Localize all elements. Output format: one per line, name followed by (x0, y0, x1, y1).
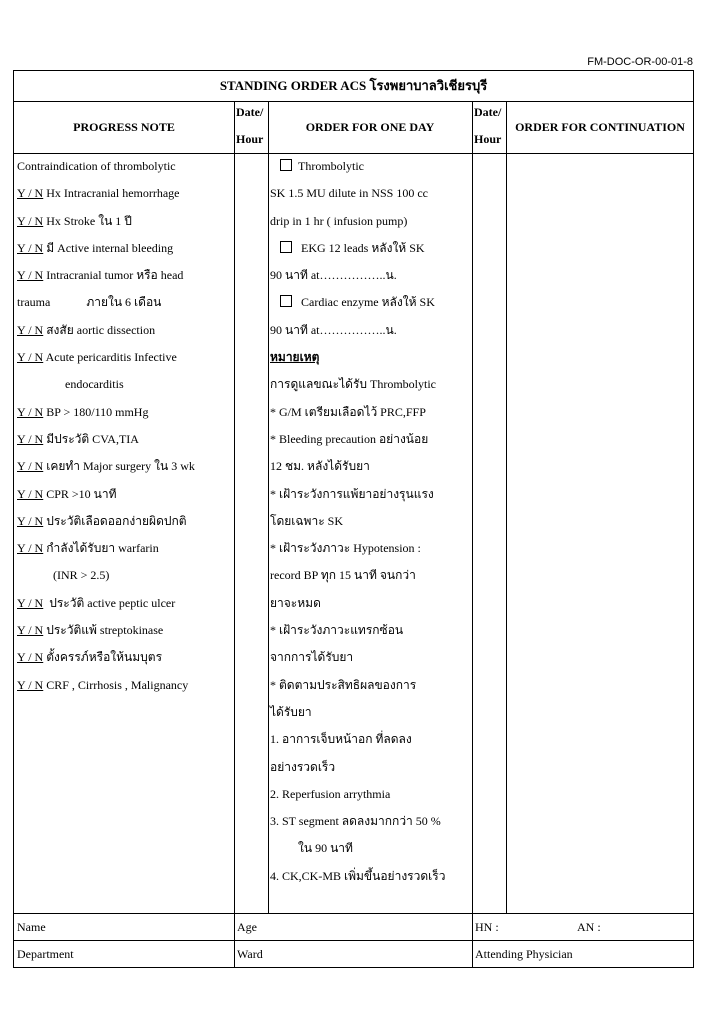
contraindication-item (17, 617, 233, 644)
contraindication-item (17, 208, 233, 235)
column-divider-1 (234, 101, 235, 967)
order-item (270, 317, 470, 344)
order-text: ได้รับยา (270, 704, 312, 719)
order-text: * ติดตามประสิทธิผลของการ (270, 677, 417, 692)
order-item (270, 535, 470, 562)
order-text: Cardiac enzyme หลังให้ SK (298, 295, 435, 310)
contraindication-text: ประวัติแพ้ streptokinase (43, 623, 164, 638)
contraindication-item (17, 508, 233, 535)
yes-no-option[interactable]: Y / N (17, 541, 44, 556)
document-code: FM-DOC-OR-00-01-8 (587, 56, 693, 68)
yes-no-option[interactable]: Y / N (17, 623, 44, 638)
name-label: Name (17, 920, 46, 934)
department-label: Department (17, 947, 74, 961)
order-item (270, 699, 470, 726)
yes-no-option[interactable]: Y / N (17, 350, 44, 365)
yes-no-option[interactable]: Y / N (17, 677, 44, 692)
order-text: ใน 90 นาที (298, 841, 353, 856)
order-checkbox[interactable] (280, 159, 292, 171)
remark-heading: หมายเหตุ (270, 350, 320, 365)
contraindication-text: มี Active internal bleeding (43, 240, 174, 255)
order-item (270, 371, 470, 398)
contraindication-item (17, 535, 233, 562)
order-item (270, 399, 470, 426)
contraindication-text: CPR >10 นาที (43, 486, 117, 501)
order-item (270, 672, 470, 699)
order-item (270, 590, 470, 617)
order-text: record BP ทุก 15 นาที จนกว่า (270, 568, 416, 583)
order-text: SK 1.5 MU dilute in NSS 100 cc (270, 186, 429, 201)
order-text: ยาจะหมด (270, 595, 321, 610)
contraindication-item (17, 644, 233, 671)
header-hour-2: Hour (474, 132, 502, 146)
order-item (270, 617, 470, 644)
order-item (270, 754, 470, 781)
yes-no-option[interactable]: Y / N (17, 459, 44, 474)
order-text: 4. CK,CK-MB เพิ่มขึ้นอย่างรวดเร็ว (270, 868, 446, 883)
order-text: * เฝ้าระวังภาวะ Hypotension : (270, 541, 421, 556)
contraindication-item (17, 453, 233, 480)
contraindication-item (17, 481, 233, 508)
order-item (270, 562, 470, 589)
contraindication-item (17, 590, 233, 617)
progress-note-title: Contraindication of thrombolytic (17, 159, 176, 173)
attending-physician-label: Attending Physician (475, 947, 573, 961)
contraindication-item (17, 262, 233, 289)
contraindication-item (17, 235, 233, 262)
contraindication-item (17, 672, 233, 699)
contraindication-text: Hx Intracranial hemorrhage (43, 186, 180, 201)
order-item (270, 262, 470, 289)
contraindication-text: BP > 180/110 mmHg (43, 404, 149, 419)
order-item (270, 235, 470, 262)
contraindication-text: กำลังได้รับยา warfarin (43, 541, 159, 556)
contraindication-text: Hx Stroke ใน 1 ปี (43, 213, 132, 228)
yes-no-option[interactable]: Y / N (17, 404, 44, 419)
yes-no-option[interactable]: Y / N (17, 513, 44, 528)
contraindication-text: ตั้งครรภ์หรือให้นมบุตร (43, 650, 163, 665)
order-item (270, 153, 470, 180)
column-divider-2 (268, 101, 269, 913)
standing-order-form (13, 70, 694, 968)
ward-label: Ward (237, 947, 263, 961)
column-divider-4 (506, 101, 507, 913)
yes-no-option[interactable]: Y / N (17, 595, 44, 610)
order-text: * G/M เตรียมเลือดไว้ PRC,FFP (270, 404, 426, 419)
age-label: Age (237, 920, 257, 934)
order-item (270, 481, 470, 508)
contraindication-text: (INR > 2.5) (17, 568, 110, 583)
order-text: Thrombolytic (298, 159, 364, 173)
order-item (270, 208, 470, 235)
header-order-one-day: ORDER FOR ONE DAY (305, 119, 435, 134)
contraindication-item (17, 289, 233, 316)
yes-no-option[interactable]: Y / N (17, 213, 44, 228)
hn-label: HN : (475, 920, 499, 934)
an-label: AN : (577, 920, 601, 934)
order-item (270, 426, 470, 453)
order-text: 2. Reperfusion arrythmia (270, 786, 391, 801)
order-item (270, 289, 470, 316)
order-checkbox[interactable] (280, 241, 292, 253)
progress-note-column (17, 153, 233, 699)
order-item (270, 863, 470, 890)
order-checkbox[interactable] (280, 295, 292, 307)
yes-no-option[interactable]: Y / N (17, 431, 44, 446)
order-text: อย่างรวดเร็ว (270, 759, 336, 774)
order-text: การดูแลขณะได้รับ Thrombolytic (270, 377, 436, 392)
order-text: * เฝ้าระวังการแพ้ยาอย่างรุนแรง (270, 486, 434, 501)
order-one-day-list (270, 153, 470, 890)
contraindication-text: endocarditis (17, 377, 124, 392)
order-text: EKG 12 leads หลังให้ SK (298, 240, 425, 255)
order-text: 90 นาที at……………..น. (270, 322, 397, 337)
order-item (270, 835, 470, 862)
contraindication-text: Intracranial tumor หรือ head (43, 268, 184, 283)
yes-no-option[interactable]: Y / N (17, 650, 44, 665)
header-hour-1: Hour (236, 132, 264, 146)
order-text: โดยเฉพาะ SK (270, 513, 343, 528)
contraindication-text: เคยทำ Major surgery ใน 3 wk (43, 459, 195, 474)
order-text: 3. ST segment ลดลงมากกว่า 50 % (270, 814, 441, 829)
contraindication-item (17, 562, 233, 589)
order-text: 12 ชม. หลังได้รับยา (270, 459, 370, 474)
yes-no-option[interactable]: Y / N (17, 240, 44, 255)
header-date-2: Date/ (474, 105, 502, 119)
order-text: drip in 1 hr ( infusion pump) (270, 213, 408, 228)
order-text: 90 นาที at……………..น. (270, 268, 397, 283)
order-item (270, 781, 470, 808)
contraindication-text: Acute pericarditis Infective (43, 350, 177, 365)
contraindication-item (17, 317, 233, 344)
order-item (270, 644, 470, 671)
order-item (270, 453, 470, 480)
contraindication-item (17, 399, 233, 426)
contraindication-text: CRF , Cirrhosis , Malignancy (43, 677, 189, 692)
contraindication-text: มีประวัติ CVA,TIA (43, 431, 139, 446)
order-item (270, 726, 470, 753)
contraindication-item (17, 371, 233, 398)
order-text: 1. อาการเจ็บหน้าอก ที่ลดลง (270, 732, 412, 747)
order-item (270, 344, 470, 371)
form-title: STANDING ORDER ACS โรงพยาบาลวิเชียรบุรี (219, 78, 488, 93)
yes-no-option[interactable]: Y / N (17, 322, 44, 337)
contraindication-item (17, 344, 233, 371)
footer-divider-1 (14, 913, 693, 914)
order-item (270, 808, 470, 835)
order-text: * Bleeding precaution อย่างน้อย (270, 431, 429, 446)
order-item (270, 180, 470, 207)
yes-no-option[interactable]: Y / N (17, 268, 44, 283)
header-date-1: Date/ (236, 105, 264, 119)
order-text: จากการได้รับยา (270, 650, 354, 665)
footer-divider-2 (14, 940, 693, 941)
yes-no-option[interactable]: Y / N (17, 186, 44, 201)
order-item (270, 508, 470, 535)
contraindication-text: trauma ภายใน 6 เดือน (17, 295, 162, 310)
header-progress-note: PROGRESS NOTE (73, 119, 175, 134)
yes-no-option[interactable]: Y / N (17, 486, 44, 501)
order-text: * เฝ้าระวังภาวะแทรกซ้อน (270, 623, 404, 638)
header-order-continuation: ORDER FOR CONTINUATION (515, 119, 685, 134)
contraindication-text: ประวัติเลือดออกง่ายผิดปกติ (43, 513, 187, 528)
contraindication-item (17, 426, 233, 453)
column-divider-3 (472, 101, 473, 967)
contraindication-text: ประวัติ active peptic ulcer (43, 595, 176, 610)
contraindication-item (17, 180, 233, 207)
contraindication-text: สงสัย aortic dissection (43, 322, 156, 337)
contraindication-list (17, 180, 233, 699)
